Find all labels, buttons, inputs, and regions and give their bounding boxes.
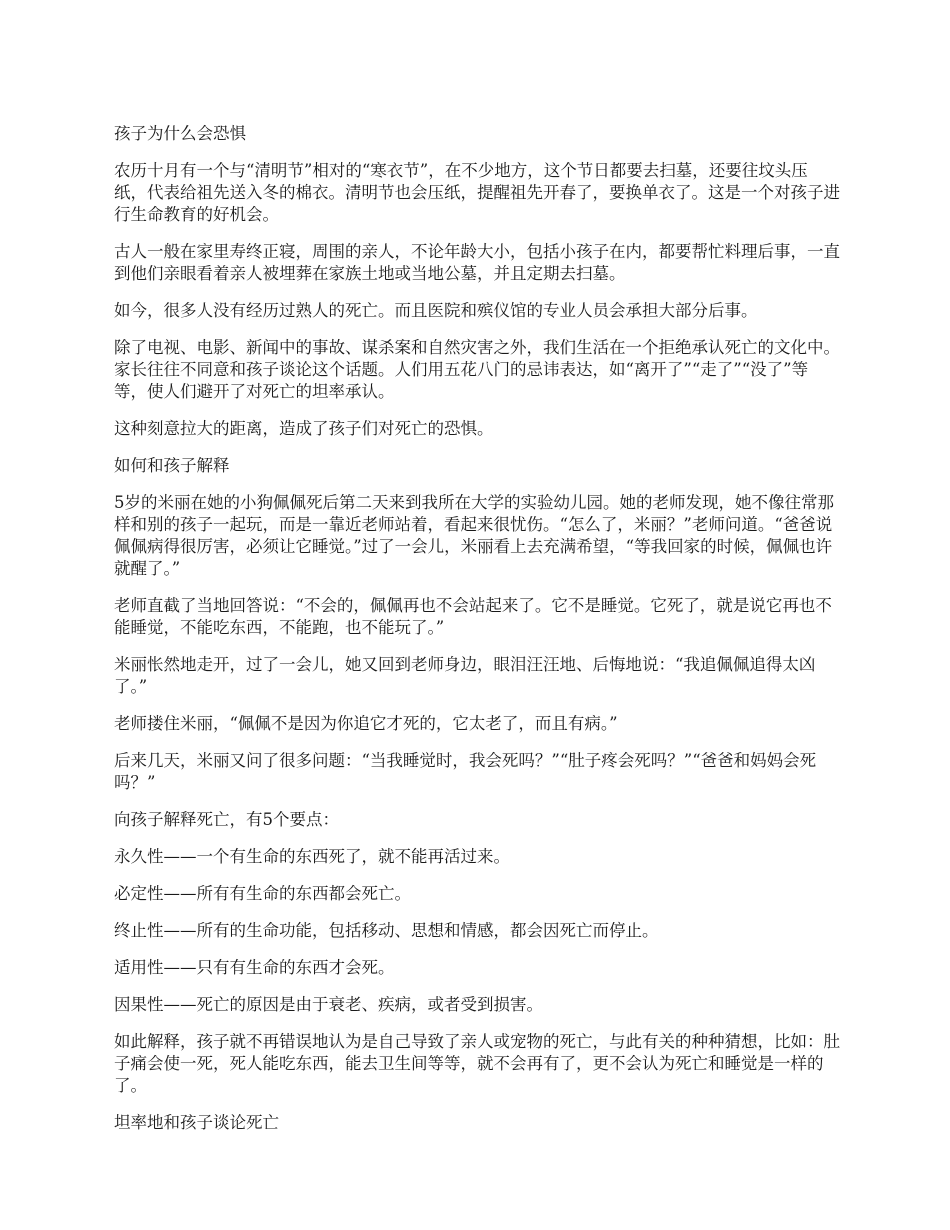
paragraph-mili-story: 5岁的米丽在她的小狗佩佩死后第二天来到我所在大学的实验幼儿园。她的老师发现，她不像往常那样和别的孩子一起玩，而是一靠近老师站着，看起来很忧伤。“怎么了，米丽？”老师问道。“爸爸说佩佩病得很厉害，必须让它睡觉。”过了一会儿，米丽看上去充满希望，“等我回家的时候，佩佩也许就醒了。” xyxy=(114,493,834,578)
point-inevitability: 必定性——所有有生命的东西都会死亡。 xyxy=(114,884,411,903)
paragraph-modern-experience: 如今，很多人没有经历过熟人的死亡。而且医院和殡仪馆的专业人员会承担大部分后事。 xyxy=(114,301,758,320)
document-page xyxy=(114,123,840,1149)
point-nonfunctionality: 终止性——所有的生命功能，包括移动、思想和情感，都会因死亡而停止。 xyxy=(114,921,659,940)
section-heading-how-explain: 如何和孩子解释 xyxy=(114,456,230,475)
paragraph-cold-clothes-festival: 农历十月有一个与“清明节”相对的“寒衣节”，在不少地方，这个节日都要去扫墓，还要往坟头压纸，代表给祖先送入冬的棉衣。清明节也会压纸，提醒祖先开春了，要换单衣了。这是一个对孩子进行生命教育的好机会。 xyxy=(114,161,840,224)
paragraph-five-points-intro: 向孩子解释死亡，有5个要点： xyxy=(114,810,339,829)
paragraph-distance-fear: 这种刻意拉大的距离，造成了孩子们对死亡的恐惧。 xyxy=(114,419,494,438)
paragraph-teacher-answer: 老师直截了当地回答说：“不会的，佩佩再也不会站起来了。它不是睡觉。它死了，就是说它再也不能睡觉，不能吃东西，不能跑，也不能玩了。” xyxy=(114,596,832,637)
paragraph-mili-regret: 米丽怅然地走开，过了一会儿，她又回到老师身边，眼泪汪汪地、后悔地说：“我追佩佩追得太凶了。” xyxy=(114,655,816,696)
point-causality: 因果性——死亡的原因是由于衰老、疾病，或者受到损害。 xyxy=(114,995,543,1014)
paragraph-explanation-result: 如此解释，孩子就不再错误地认为是自己导致了亲人或宠物的死亡，与此有关的种种猜想，比如：肚子痛会使一死，死人能吃东西，能去卫生间等等，就不会再有了，更不会认为死亡和睡觉是一样的了。 xyxy=(114,1032,840,1095)
paragraph-denial-culture: 除了电视、电影、新闻中的事故、谋杀案和自然灾害之外，我们生活在一个拒绝承认死亡的文化中。家长往往不同意和孩子谈论这个话题。人们用五花八门的忌讳表达，如“离开了”“走了”“没了”等等，使人们避开了对死亡的坦率承认。 xyxy=(114,338,840,401)
section-heading-why-fear: 孩子为什么会恐惧 xyxy=(114,124,246,143)
point-applicability: 适用性——只有有生命的东西才会死。 xyxy=(114,958,395,977)
paragraph-mili-questions: 后来几天，米丽又问了很多问题：“当我睡觉时，我会死吗？”“肚子疼会死吗？”“爸爸和妈妈会死吗？” xyxy=(114,751,817,792)
section-heading-talk-frankly: 坦率地和孩子谈论死亡 xyxy=(114,1113,279,1132)
point-permanence: 永久性——一个有生命的东西死了，就不能再活过来。 xyxy=(114,847,510,866)
paragraph-teacher-comfort: 老师搂住米丽，“佩佩不是因为你追它才死的，它太老了，而且有病。” xyxy=(114,714,618,733)
paragraph-ancient-funerals: 古人一般在家里寿终正寝，周围的亲人，不论年龄大小，包括小孩子在内，都要帮忙料理后事，一直到他们亲眼看着亲人被埋葬在家族土地或当地公墓，并且定期去扫墓。 xyxy=(114,242,840,283)
